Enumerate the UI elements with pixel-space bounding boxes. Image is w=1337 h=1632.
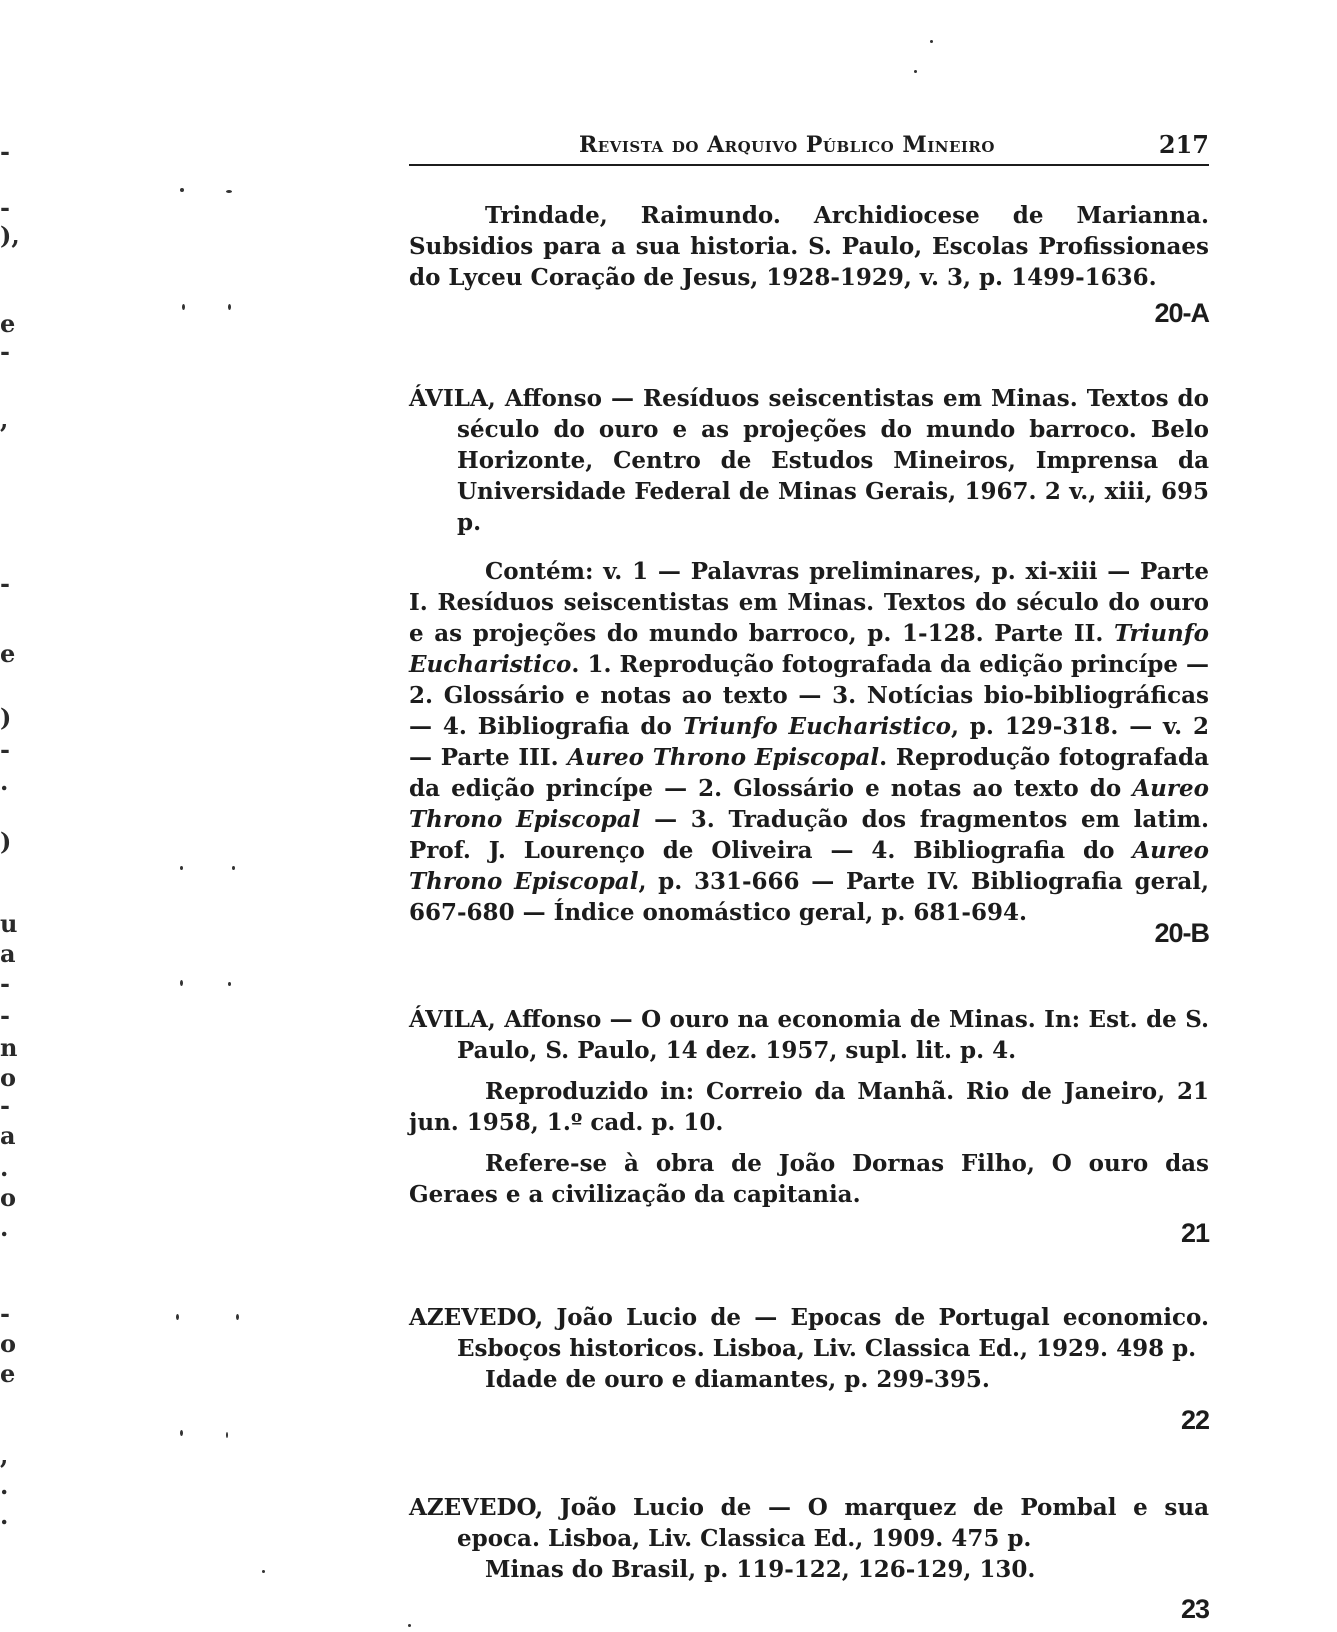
scan-speck [914, 70, 917, 73]
scan-speck [232, 866, 235, 870]
bleed-char: , [0, 1441, 9, 1470]
contents-text: . Reprodução fotografada da edição princípe — 2. Glossário e notas ao texto do [409, 744, 1209, 802]
bleed-char: u [0, 909, 18, 938]
contents-text: . 1. Reprodução fotografada da edição princípe — 2. Glossário e notas ao texto — 3. Notícias bio-bibliográficas — 4. Bibliografia do [409, 651, 1209, 740]
bleed-char: - [0, 193, 10, 222]
entry-note: Refere-se à obra de João Dornas Filho, O ouro das Geraes e a civilização da capitania. [409, 1150, 1209, 1208]
bleed-char: ) [0, 827, 12, 856]
scan-speck [228, 304, 231, 310]
scan-speck [228, 982, 231, 986]
entry-20a [409, 383, 1209, 928]
bleed-char: - [0, 1091, 10, 1120]
entry-citation: ÁVILA, Affonso — Resíduos seiscentistas em Minas. Textos do século do ouro e as projeções do mundo barroco. Belo Horizonte, Centro de Estudos Mineiros, Imprensa da Universidade Federal de Minas Gerais, 1967. 2 v., xiii, 695 p. [409, 385, 1209, 536]
page-number: 217 [1158, 130, 1209, 159]
entry-note: Idade de ouro e diamantes, p. 299-395. [485, 1366, 990, 1393]
entry-20b [409, 1004, 1209, 1210]
bleed-char: - [0, 337, 10, 366]
bleed-char: . [0, 1213, 9, 1242]
bleed-char: e [0, 309, 16, 338]
contents-text: , p. 129-318. — v. 2 — Parte III. [409, 713, 1209, 771]
scan-speck [182, 304, 185, 310]
entry-contents [409, 556, 1209, 928]
bleed-char: . [0, 1471, 9, 1500]
entry-number: 22 [1180, 1405, 1209, 1435]
contents-title: Aureo Throno Episcopal [409, 775, 1209, 833]
bleed-char: a [0, 939, 16, 968]
bleed-char: . [0, 767, 9, 796]
scan-speck [180, 1430, 183, 1436]
entry-22 [409, 1492, 1209, 1585]
bleed-char: a [0, 1121, 16, 1150]
contents-title: Aureo Throno Episcopal [409, 837, 1209, 895]
scan-speck [180, 866, 183, 870]
scan-speck [262, 1570, 265, 1573]
entry-note: Minas do Brasil, p. 119-122, 126-129, 130. [485, 1556, 1036, 1583]
bleed-char: ) [0, 703, 12, 732]
contents-title: Triunfo Eucharistico [409, 620, 1209, 678]
entry-text: Trindade, Raimundo. Archidiocese de Marianna. Subsidios para a sua historia. S. Paulo, Escolas Profissionaes do Lyceu Coração de Jesus, 1928-1929, v. 3, p. 1499-1636. [409, 202, 1209, 291]
scan-speck [180, 188, 184, 192]
scan-speck [236, 1314, 239, 1320]
scan-speck [408, 1624, 411, 1627]
scan-speck [930, 40, 933, 43]
bleed-char: - [0, 969, 10, 998]
contents-text: Contém: v. 1 — Palavras preliminares, p. xi-xiii — Parte I. Resíduos seiscentistas em Minas. Textos do século do ouro e as projeções do mundo barroco, p. 1-128. Parte II. [409, 558, 1209, 647]
contents-title: Aureo Throno Episcopal [567, 744, 880, 771]
entry-number: 23 [1180, 1594, 1209, 1624]
bleed-char: - [0, 1299, 10, 1328]
running-header [409, 132, 1209, 166]
bleed-char: - [0, 137, 10, 166]
contents-text: — 3. Tradução dos fragmentos em latim. Prof. J. Lourenço de Oliveira — 4. Bibliografia do [409, 806, 1209, 864]
bleed-char: , [0, 405, 9, 434]
entry-number: 20-A [1154, 298, 1209, 328]
bleed-char: o [0, 1329, 17, 1358]
contents-title: Triunfo Eucharistico [682, 713, 951, 740]
scan-speck [176, 1314, 179, 1320]
entry-note: Reproduzido in: Correio da Manhã. Rio de Janeiro, 21 jun. 1958, 1.º cad. p. 10. [409, 1078, 1209, 1136]
bleed-char: n [0, 1033, 18, 1062]
bleed-char: - [0, 1001, 10, 1030]
journal-title: Revista do Arquivo Público Mineiro [579, 132, 995, 158]
entry-citation: ÁVILA, Affonso — O ouro na economia de Minas. In: Est. de S. Paulo, S. Paulo, 14 dez. 1957, supl. lit. p. 4. [409, 1006, 1209, 1064]
entry-21 [409, 1302, 1209, 1395]
bleed-char: . [0, 1501, 9, 1530]
contents-text: , p. 331-666 — Parte IV. Bibliografia geral, 667-680 — Índice onomástico geral, p. 681-694. [409, 868, 1209, 926]
scan-speck [226, 190, 232, 193]
entry-number: 21 [1180, 1218, 1209, 1248]
bleed-char: - [0, 735, 10, 764]
scan-speck [180, 980, 183, 986]
bleed-char: o [0, 1063, 17, 1092]
bleed-char: - [0, 569, 10, 598]
entry-citation: AZEVEDO, João Lucio de — Epocas de Portugal economico. Esboços historicos. Lisboa, Liv. Classica Ed., 1929. 498 p. [409, 1304, 1209, 1362]
scan-speck [226, 1432, 228, 1438]
bleed-char: e [0, 1359, 16, 1388]
entry-citation: AZEVEDO, João Lucio de — O marquez de Pombal e sua epoca. Lisboa, Liv. Classica Ed., 1909. 475 p. [409, 1494, 1209, 1552]
entry-number: 20-B [1154, 918, 1209, 948]
bleed-char: . [0, 1153, 9, 1182]
bleed-char: ), [0, 221, 20, 250]
entry-continuation [409, 200, 1209, 293]
bleed-char: o [0, 1183, 17, 1212]
bleed-char: e [0, 639, 16, 668]
